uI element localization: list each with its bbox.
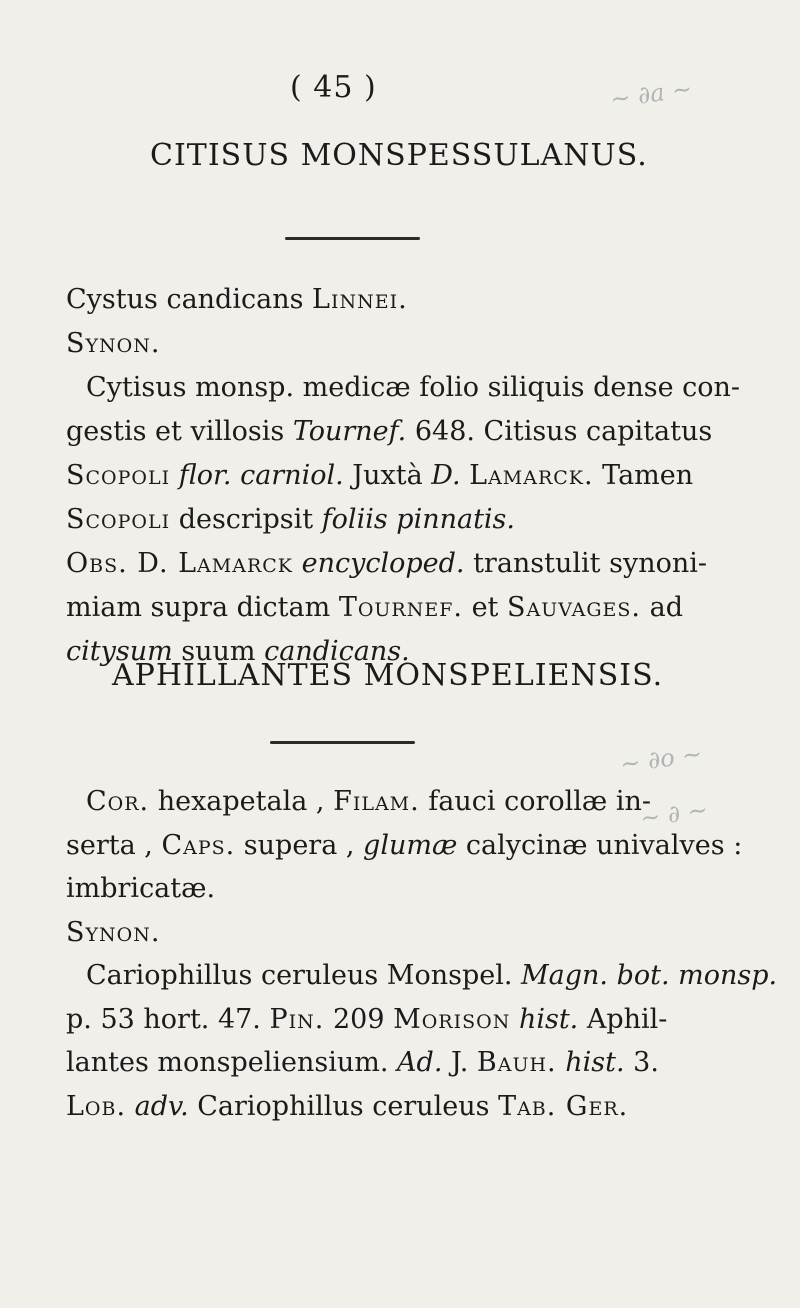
text-run: gestis et villosis (66, 416, 293, 447)
text-run: lantes monspeliensium. (66, 1047, 398, 1078)
text-run (461, 460, 470, 491)
text-line (86, 374, 740, 401)
text-run: Cor. (86, 786, 150, 817)
text-run: Pin. (269, 1003, 325, 1035)
text-run: hist. (518, 1003, 579, 1035)
text-run: calycinæ univalves : (457, 829, 743, 861)
text-run (293, 548, 302, 579)
text-run: Linnei. (312, 284, 408, 315)
text-run: imbricatæ. (66, 873, 216, 904)
text-run: J. (442, 1047, 477, 1078)
text-line (66, 506, 515, 533)
text-line (66, 550, 707, 577)
marginalia-scribble: ~ ∂ ~ (638, 795, 710, 833)
text-run: D. (431, 460, 461, 491)
text-run: hist. (565, 1047, 625, 1078)
text-run: Cariophillus ceruleus (188, 1090, 499, 1122)
section-title: CITISUS MONSPESSULANUS. (150, 138, 648, 173)
text-run: Obs. D. Lamarck (66, 548, 293, 579)
text-run: Cariophillus ceruleus Monspel. (86, 960, 522, 991)
text-line (86, 962, 777, 989)
text-run: Cytisus monsp. medicæ folio siliquis dense con- (86, 372, 741, 403)
ornamental-rule (270, 741, 415, 744)
text-run: Aphil- (578, 1003, 668, 1035)
text-run: citysum (66, 636, 173, 667)
text-run: Filam. (333, 786, 420, 817)
marginalia-scribble: ~ ∂o ~ (618, 739, 704, 779)
text-run: suum (172, 636, 265, 667)
text-run: Tamen (593, 460, 694, 491)
text-run (170, 460, 179, 491)
text-run: miam supra dictam (66, 592, 339, 623)
text-run: foliis pinnatis. (321, 504, 515, 535)
text-run: Caps. (161, 829, 236, 861)
text-run: Cystus candicans (66, 284, 313, 315)
text-run: Synon. (66, 916, 161, 948)
text-run: glumæ (363, 829, 458, 861)
text-run: candicans. (264, 636, 410, 667)
marginalia-scribble: ~ ∂a ~ (608, 74, 694, 114)
text-run: p. 53 hort. 47. (66, 1003, 270, 1035)
text-run: Ad. (397, 1047, 443, 1078)
text-line (66, 1049, 659, 1076)
text-run: Magn. bot. monsp. (521, 960, 778, 991)
ornamental-rule (285, 237, 420, 240)
text-line (66, 829, 743, 861)
text-run: Tournef. (338, 592, 463, 623)
text-run: descripsit (170, 504, 322, 535)
text-run: 3. (624, 1047, 659, 1078)
text-run: Synon. (66, 328, 161, 359)
text-run: Scopoli (66, 504, 171, 535)
text-run: Juxtà (343, 460, 432, 491)
text-run (510, 1004, 519, 1035)
text-line (66, 1003, 668, 1035)
text-run: serta , (66, 829, 162, 861)
text-run: 209 (324, 1003, 394, 1035)
text-run: transtulit synoni- (464, 548, 708, 579)
text-run: 648. Citisus capitatus (406, 416, 713, 447)
text-line (66, 916, 161, 948)
text-line (86, 788, 651, 815)
text-line (66, 594, 683, 621)
text-run (557, 1047, 566, 1078)
text-run: ad (641, 592, 683, 623)
text-run: Bauh. (476, 1047, 557, 1078)
text-line (66, 462, 693, 489)
section-title: APHILLANTES MONSPELIENSIS. (112, 658, 664, 693)
text-line (66, 1090, 629, 1122)
text-run: supera , (235, 829, 364, 861)
text-run: Tab. Ger. (498, 1090, 629, 1122)
text-run: adv. (134, 1090, 189, 1122)
text-run: Scopoli (66, 460, 171, 491)
text-run: et (462, 592, 507, 623)
text-line (66, 286, 408, 313)
text-run: Lamarck. (469, 460, 594, 491)
text-run: Lob. (66, 1090, 127, 1122)
text-run: Tournef. (292, 416, 407, 447)
text-line (66, 330, 160, 357)
text-run (126, 1091, 135, 1122)
text-line (66, 875, 215, 902)
text-run: Morison (393, 1003, 511, 1035)
text-run: fauci corollæ in- (419, 786, 652, 817)
text-run: flor. carniol. (178, 460, 344, 491)
text-run: Sauvages. (506, 592, 642, 623)
text-run: hexapetala , (149, 786, 334, 817)
text-run: encycloped. (301, 548, 465, 579)
text-line (66, 418, 712, 445)
page-number: ( 45 ) (290, 70, 377, 105)
